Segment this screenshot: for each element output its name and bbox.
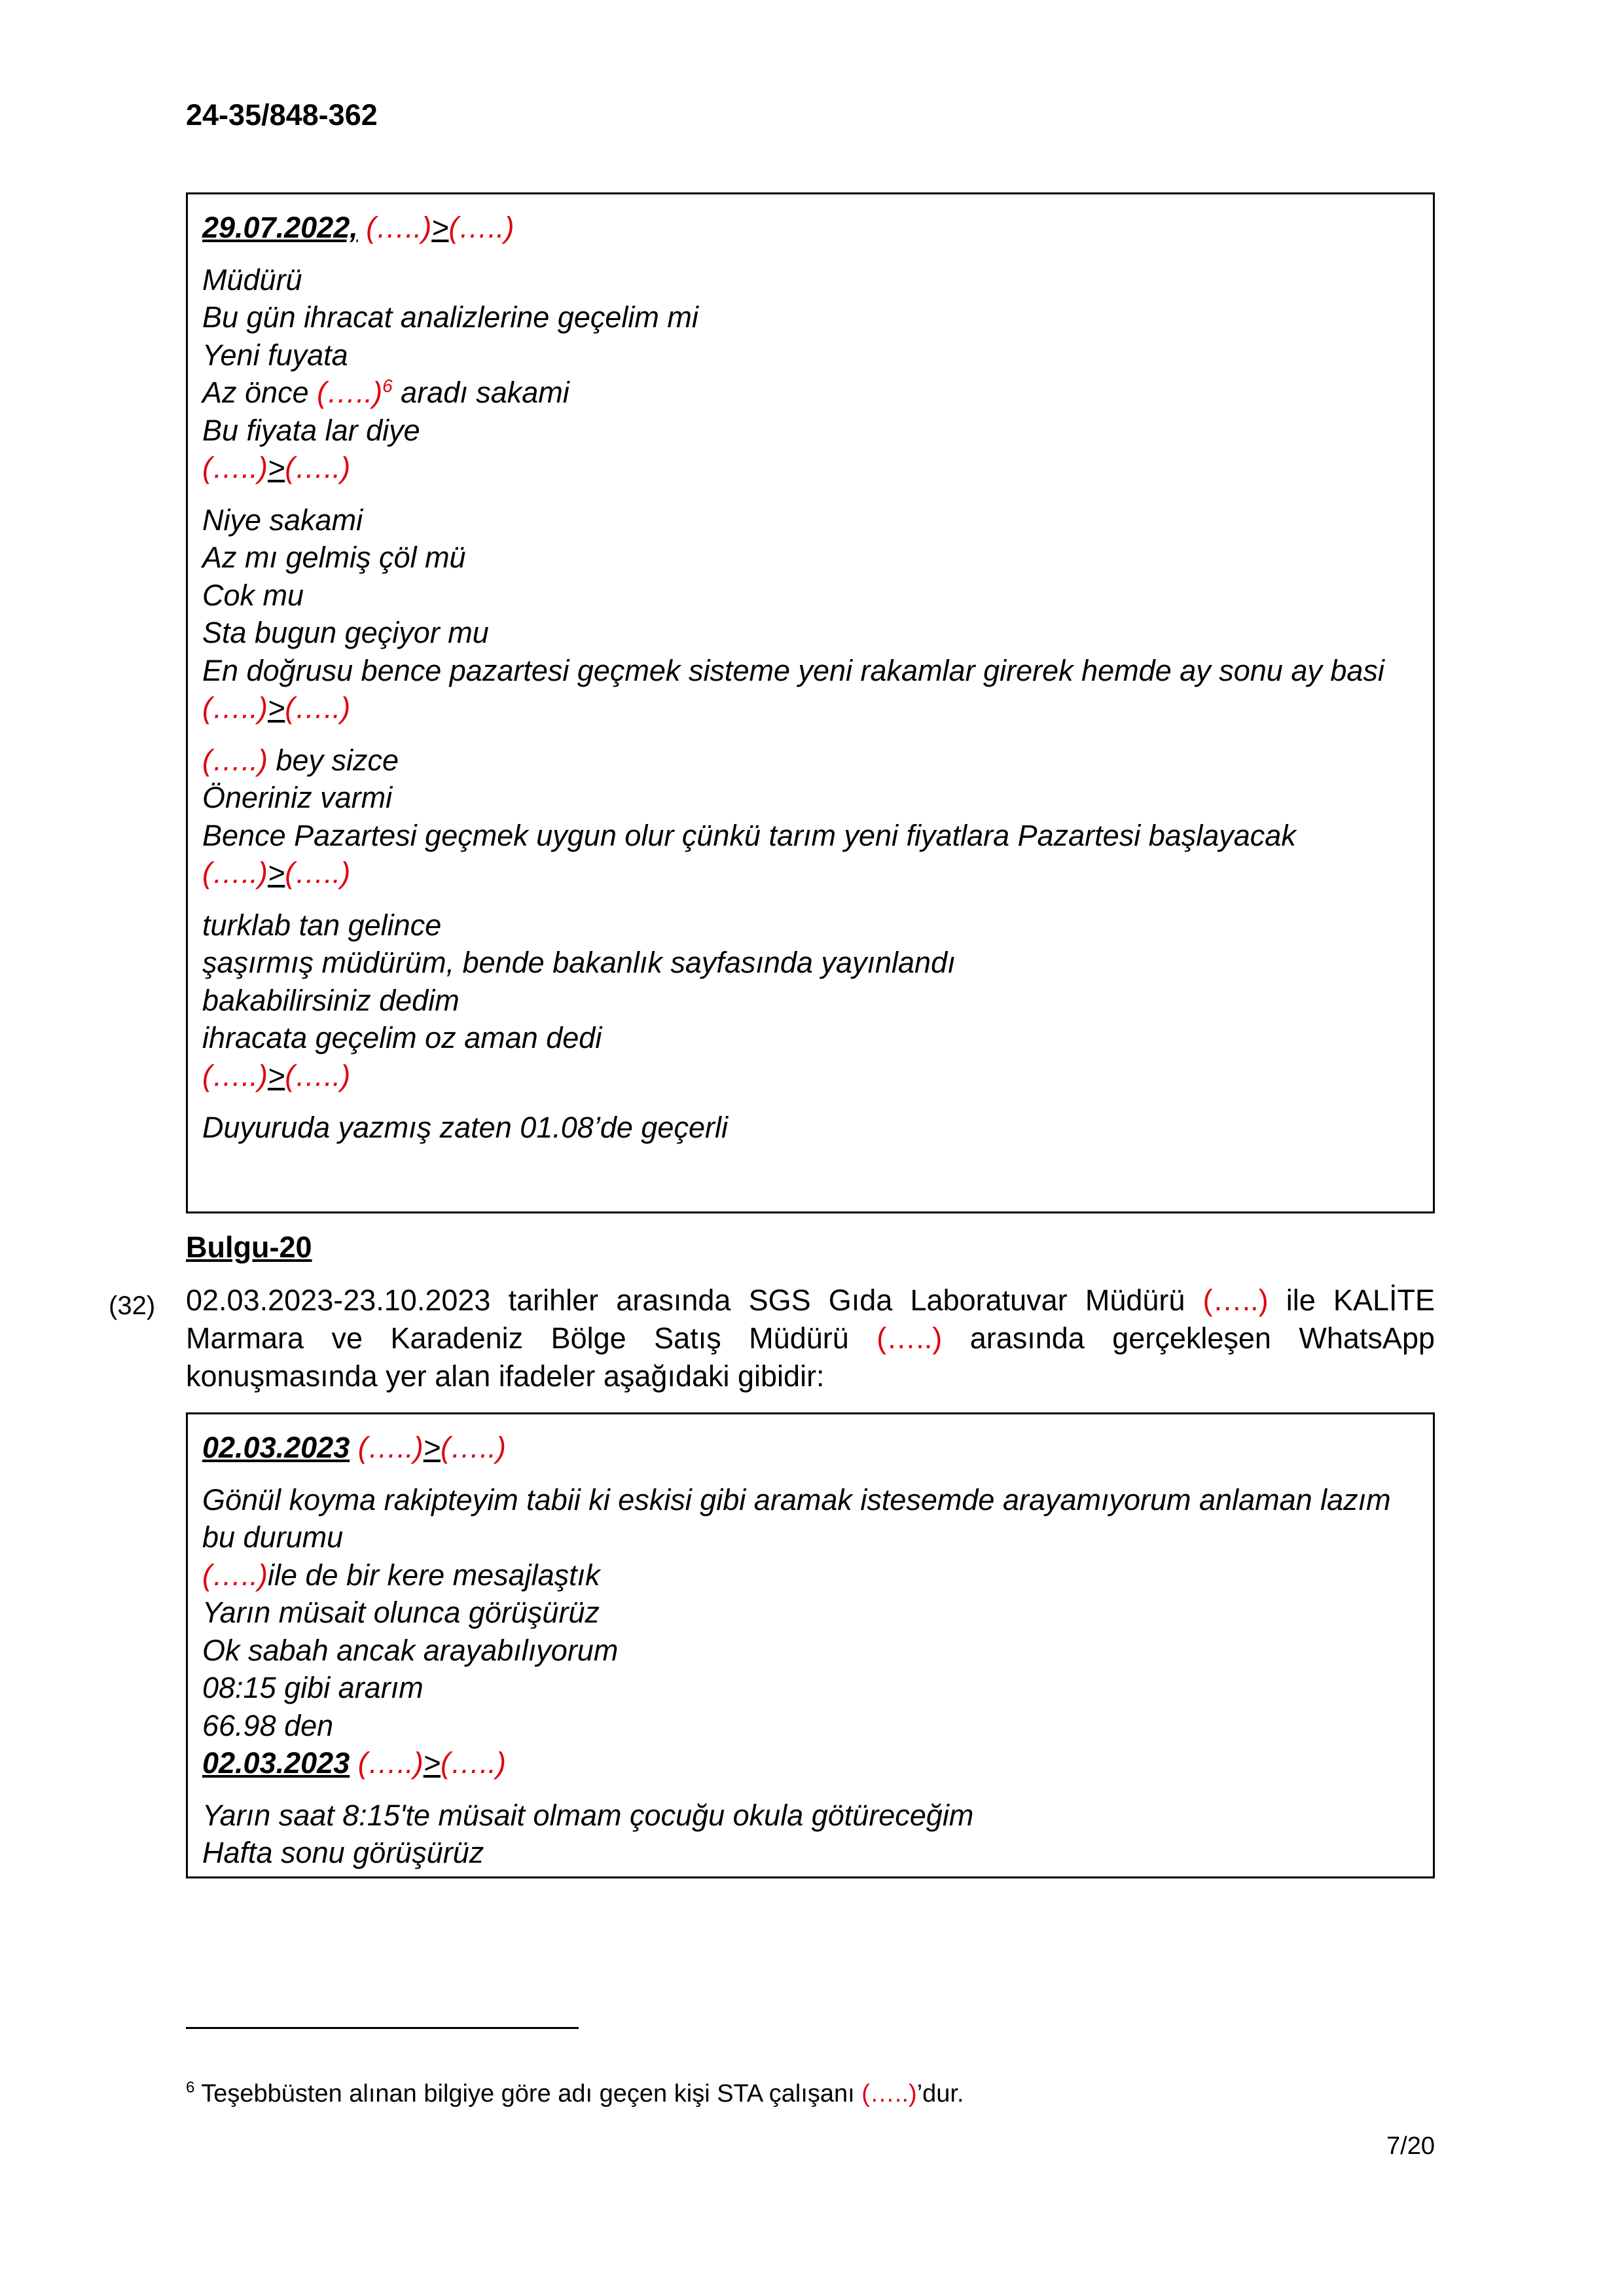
message-line: Yarın müsait olunca görüşürüz xyxy=(202,1596,600,1629)
redacted-name: (…..) xyxy=(202,856,268,889)
message-line: Öneriniz varmi xyxy=(202,781,393,814)
redacted-name: (…..) xyxy=(876,1321,943,1355)
message-line: Yeni fuyata xyxy=(202,338,348,372)
message-line: Bence Pazartesi geçmek uygun olur çünkü tarım yeni fiyatlara Pazartesi başlayacak xyxy=(202,818,1296,852)
direction-arrow: > xyxy=(267,1058,285,1092)
message-line: Az mı gelmiş çöl mü xyxy=(202,541,466,574)
message-box-1 xyxy=(186,192,1435,1213)
message-line: Gönül koyma rakipteyim tabii ki eskisi gibi aramak istesemde arayamıyorum anlaman lazım bu durumu xyxy=(202,1482,1399,1554)
message-line: Niye sakami xyxy=(202,503,363,537)
redacted-name: (…..) xyxy=(861,2080,917,2108)
message-header xyxy=(202,209,1418,247)
direction-arrow: > xyxy=(267,856,285,889)
redacted-name: (…..) xyxy=(357,1431,424,1464)
page-number: 7/20 xyxy=(1386,2132,1435,2160)
redacted-name: (…..) xyxy=(202,691,268,725)
message-line: Duyuruda yazmış zaten 01.08’de geçerli xyxy=(202,1111,728,1144)
direction-arrow: > xyxy=(423,1431,441,1464)
message-line: En doğrusu bence pazartesi geçmek sisteme yeni rakamlar girerek hemde ay sonu ay basi xyxy=(202,653,1384,687)
direction-arrow: > xyxy=(431,211,449,244)
footnote-divider xyxy=(186,2027,579,2029)
direction-arrow: > xyxy=(267,691,285,725)
message-line: Cok mu xyxy=(202,578,304,612)
message-line: Müdürü xyxy=(202,262,302,296)
redacted-name: (…..) xyxy=(202,1058,268,1092)
message-line: Sta bugun geçiyor mu xyxy=(202,616,489,649)
message-text: aradı sakami xyxy=(392,376,569,409)
section-heading: Bulgu-20 xyxy=(186,1230,312,1264)
message-line: turklab tan gelince xyxy=(202,908,442,942)
message-line: 08:15 gibi ararım xyxy=(202,1671,424,1704)
redacted-name: (…..) xyxy=(202,451,268,484)
redacted-name: (…..) xyxy=(285,691,351,725)
footnote-mark: 6 xyxy=(382,376,393,396)
message-header xyxy=(202,1429,1418,1467)
message-date: 02.03.2023 xyxy=(202,1431,350,1464)
redacted-name: (…..) xyxy=(441,1746,506,1780)
document-number: 24-35/848-362 xyxy=(186,98,378,132)
paragraph-segment: 02.03.2023-23.10.2023 tarihler arasında SGS Gıda Laboratuvar Müdürü xyxy=(186,1283,1203,1317)
message-header xyxy=(202,449,1418,487)
direction-arrow: > xyxy=(267,451,285,484)
message-line xyxy=(202,742,1418,780)
footnote-mark: 6 xyxy=(186,2079,195,2096)
message-line: bakabilirsiniz dedim xyxy=(202,983,460,1017)
redacted-name: (…..) xyxy=(366,211,432,244)
message-line: Hafta sonu görüşürüz xyxy=(202,1836,484,1869)
message-date: 02.03.2023 xyxy=(202,1746,350,1780)
message-text: bey sizce xyxy=(267,743,399,777)
redacted-name: (…..) xyxy=(317,376,383,409)
message-line: Ok sabah ancak arayabılıyorum xyxy=(202,1633,619,1667)
paragraph-segment: ile KALİTE Marmara ve Karadeniz Bölge Satış Müdürü xyxy=(186,1283,1435,1355)
message-header xyxy=(202,1057,1418,1095)
message-line: şaşırmış müdürüm, bende bakanlık sayfasında yayınlandı xyxy=(202,946,956,979)
message-date: 29.07.2022, xyxy=(202,211,358,244)
footnote xyxy=(186,2080,964,2108)
message-line xyxy=(202,1556,1418,1594)
direction-arrow: > xyxy=(423,1746,441,1780)
message-line: Bu fiyata lar diye xyxy=(202,413,420,447)
footnote-text: ’dur. xyxy=(916,2080,964,2108)
redacted-name: (…..) xyxy=(1202,1283,1269,1317)
redacted-name: (…..) xyxy=(202,1558,268,1592)
message-header xyxy=(202,689,1418,727)
redacted-name: (…..) xyxy=(285,856,351,889)
redacted-name: (…..) xyxy=(357,1746,424,1780)
paragraph-number: (32) xyxy=(109,1291,156,1320)
redacted-name: (…..) xyxy=(285,451,351,484)
redacted-name: (…..) xyxy=(448,211,514,244)
message-header xyxy=(202,854,1418,892)
message-text: Az önce xyxy=(202,376,317,409)
message-line: Yarın saat 8:15'te müsait olmam çocuğu okula götüreceğim xyxy=(202,1798,974,1832)
message-line xyxy=(202,374,1418,412)
message-box-2 xyxy=(186,1412,1435,1878)
redacted-name: (…..) xyxy=(285,1058,351,1092)
redacted-name: (…..) xyxy=(441,1431,506,1464)
footnote-text: Teşebbüsten alınan bilgiye göre adı geçen kişi STA çalışanı xyxy=(194,2080,862,2108)
message-header xyxy=(202,1744,1418,1782)
message-line: ihracata geçelim oz aman dedi xyxy=(202,1021,602,1054)
message-text: ile de bir kere mesajlaştık xyxy=(267,1558,600,1592)
message-line: Bu gün ihracat analizlerine geçelim mi xyxy=(202,300,698,334)
message-line: 66.98 den xyxy=(202,1708,334,1742)
paragraph-text xyxy=(186,1282,1435,1395)
paragraph-segment: arasında gerçekleşen WhatsApp konuşmasında yer alan ifadeler aşağıdaki gibidir: xyxy=(186,1321,1435,1393)
redacted-name: (…..) xyxy=(202,743,268,777)
